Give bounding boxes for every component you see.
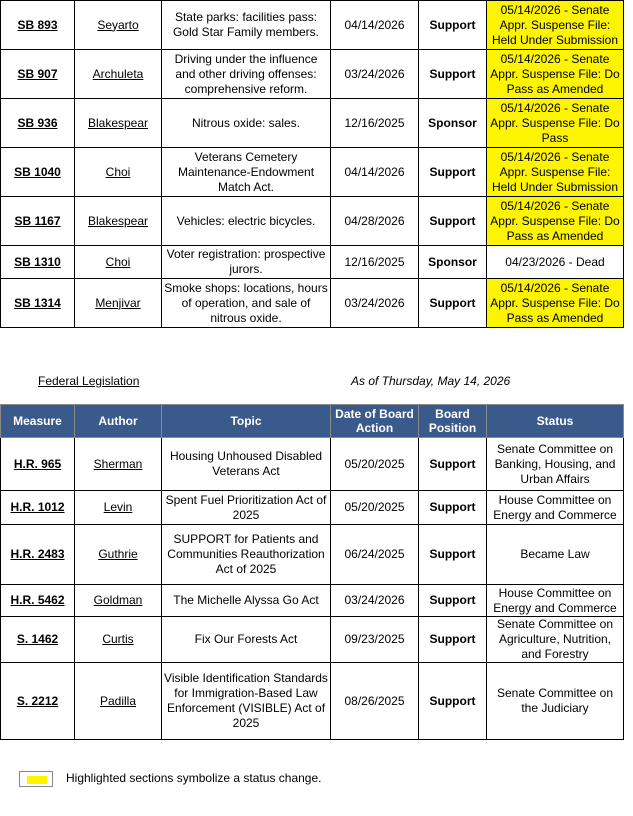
- measure-link[interactable]: H.R. 965: [1, 438, 75, 491]
- board-position: Support: [419, 525, 487, 585]
- table-row: [1, 663, 624, 740]
- table-row: [1, 246, 624, 279]
- table-row: [1, 525, 624, 585]
- table-row: [1, 148, 624, 197]
- measure-link[interactable]: SB 1040: [1, 148, 75, 197]
- board-action-date: 04/28/2026: [331, 197, 419, 246]
- topic-cell: Smoke shops: locations, hours of operation, and sale of nitrous oxide.: [162, 279, 331, 328]
- board-action-date: 04/14/2026: [331, 148, 419, 197]
- measure-link[interactable]: SB 1310: [1, 246, 75, 279]
- topic-cell: State parks: facilities pass: Gold Star Family members.: [162, 1, 331, 50]
- topic-cell: Housing Unhoused Disabled Veterans Act: [162, 438, 331, 491]
- topic-cell: Veterans Cemetery Maintenance-Endowment Match Act.: [162, 148, 331, 197]
- legend-highlight-swatch: [27, 776, 47, 784]
- table-row: [1, 491, 624, 525]
- board-position: Support: [419, 1, 487, 50]
- status-cell: 05/14/2026 - Senate Appr. Suspense File: Held Under Submission: [487, 148, 624, 197]
- table-row: [1, 617, 624, 663]
- board-action-date: 04/14/2026: [331, 1, 419, 50]
- topic-cell: Voter registration: prospective jurors.: [162, 246, 331, 279]
- federal-legislation-heading: Federal Legislation: [38, 374, 140, 388]
- table-row: [1, 197, 624, 246]
- author-link[interactable]: Blakespear: [75, 197, 162, 246]
- board-action-date: 03/24/2026: [331, 279, 419, 328]
- author-link[interactable]: Goldman: [75, 585, 162, 617]
- as-of-date: As of Thursday, May 14, 2026: [351, 374, 511, 388]
- author-link[interactable]: Curtis: [75, 617, 162, 663]
- measure-link[interactable]: H.R. 5462: [1, 585, 75, 617]
- measure-link[interactable]: S. 2212: [1, 663, 75, 740]
- topic-cell: The Michelle Alyssa Go Act: [162, 585, 331, 617]
- topic-cell: Nitrous oxide: sales.: [162, 99, 331, 148]
- status-cell: 05/14/2026 - Senate Appr. Suspense File: Do Pass as Amended: [487, 50, 624, 99]
- board-position: Support: [419, 491, 487, 525]
- author-link[interactable]: Blakespear: [75, 99, 162, 148]
- author-link[interactable]: Sherman: [75, 438, 162, 491]
- board-action-date: 08/26/2025: [331, 663, 419, 740]
- measure-link[interactable]: H.R. 2483: [1, 525, 75, 585]
- status-cell: House Committee on Energy and Commerce: [487, 491, 624, 525]
- board-position: Support: [419, 663, 487, 740]
- header-measure: Measure: [1, 405, 75, 438]
- board-action-date: 03/24/2026: [331, 585, 419, 617]
- status-cell: Became Law: [487, 525, 624, 585]
- measure-link[interactable]: SB 936: [1, 99, 75, 148]
- board-position: Support: [419, 617, 487, 663]
- author-link[interactable]: Levin: [75, 491, 162, 525]
- status-cell: Senate Committee on the Judiciary: [487, 663, 624, 740]
- status-cell: 04/23/2026 - Dead: [487, 246, 624, 279]
- author-link[interactable]: Choi: [75, 148, 162, 197]
- legend-box: [19, 771, 53, 787]
- board-position: Support: [419, 438, 487, 491]
- board-action-date: 03/24/2026: [331, 50, 419, 99]
- table-row: [1, 50, 624, 99]
- status-cell: House Committee on Energy and Commerce: [487, 585, 624, 617]
- board-action-date: 12/16/2025: [331, 99, 419, 148]
- topic-cell: Fix Our Forests Act: [162, 617, 331, 663]
- topic-cell: Spent Fuel Prioritization Act of 2025: [162, 491, 331, 525]
- federal-legislation-table: [0, 404, 624, 740]
- measure-link[interactable]: H.R. 1012: [1, 491, 75, 525]
- status-cell: Senate Committee on Agriculture, Nutrition, and Forestry: [487, 617, 624, 663]
- board-action-date: 09/23/2025: [331, 617, 419, 663]
- author-link[interactable]: Padilla: [75, 663, 162, 740]
- measure-link[interactable]: SB 907: [1, 50, 75, 99]
- board-position: Support: [419, 50, 487, 99]
- board-action-date: 05/20/2025: [331, 491, 419, 525]
- measure-link[interactable]: S. 1462: [1, 617, 75, 663]
- status-cell: 05/14/2026 - Senate Appr. Suspense File: Do Pass as Amended: [487, 279, 624, 328]
- author-link[interactable]: Seyarto: [75, 1, 162, 50]
- topic-cell: Vehicles: electric bicycles.: [162, 197, 331, 246]
- board-position: Support: [419, 148, 487, 197]
- state-legislation-table: [0, 0, 624, 328]
- measure-link[interactable]: SB 1314: [1, 279, 75, 328]
- board-position: Support: [419, 585, 487, 617]
- table-row: [1, 1, 624, 50]
- status-cell: Senate Committee on Banking, Housing, and Urban Affairs: [487, 438, 624, 491]
- table-row: [1, 279, 624, 328]
- board-action-date: 06/24/2025: [331, 525, 419, 585]
- header-date: Date of Board Action: [331, 405, 419, 438]
- board-action-date: 05/20/2025: [331, 438, 419, 491]
- table-header-row: [1, 405, 624, 438]
- board-position: Sponsor: [419, 246, 487, 279]
- author-link[interactable]: Guthrie: [75, 525, 162, 585]
- header-position: Board Position: [419, 405, 487, 438]
- topic-cell: SUPPORT for Patients and Communities Reauthorization Act of 2025: [162, 525, 331, 585]
- author-link[interactable]: Choi: [75, 246, 162, 279]
- status-cell: 05/14/2026 - Senate Appr. Suspense File: Held Under Submission: [487, 1, 624, 50]
- status-cell: 05/14/2026 - Senate Appr. Suspense File: Do Pass: [487, 99, 624, 148]
- board-position: Sponsor: [419, 99, 487, 148]
- header-status: Status: [487, 405, 624, 438]
- topic-cell: Driving under the influence and other driving offenses: comprehensive reform.: [162, 50, 331, 99]
- measure-link[interactable]: SB 1167: [1, 197, 75, 246]
- status-cell: 05/14/2026 - Senate Appr. Suspense File: Do Pass as Amended: [487, 197, 624, 246]
- table-row: [1, 585, 624, 617]
- board-position: Support: [419, 279, 487, 328]
- legend-text: Highlighted sections symbolize a status change.: [66, 771, 322, 785]
- board-position: Support: [419, 197, 487, 246]
- board-action-date: 12/16/2025: [331, 246, 419, 279]
- topic-cell: Visible Identification Standards for Immigration-Based Law Enforcement (VISIBLE) Act of 2025: [162, 663, 331, 740]
- measure-link[interactable]: SB 893: [1, 1, 75, 50]
- table-row: [1, 438, 624, 491]
- table-row: [1, 99, 624, 148]
- author-link[interactable]: Archuleta: [75, 50, 162, 99]
- header-topic: Topic: [162, 405, 331, 438]
- author-link[interactable]: Menjivar: [75, 279, 162, 328]
- header-author: Author: [75, 405, 162, 438]
